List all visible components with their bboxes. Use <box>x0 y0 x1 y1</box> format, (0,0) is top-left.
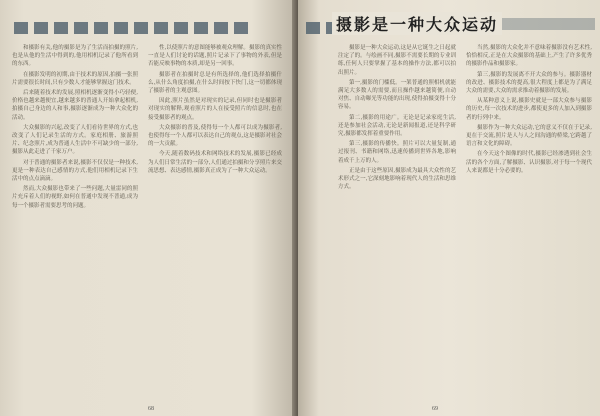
paragraph: 在今天这个图像的时代,摄影已经渗透到社会生活的各个方面,了解摄影、认识摄影,对于每一个现代人来说都是十分必要的。 <box>466 151 592 174</box>
paragraph: 后来随着技术的发展,照相机逐渐变得小巧轻便,价格也越来越便宜,越来越多的普通人开始拿起相机,拍摄自己身边的人和事,摄影逐渐成为一种大众化的活动。 <box>12 90 138 121</box>
paragraph: 大众摄影的兴起,改变了人们看待世界的方式,也改变了人们记录生活的方式。家庭相册、旅游照片、纪念照片,成为普通人生活中不可缺少的一部分,摄影从此走进了千家万户。 <box>12 124 138 156</box>
left-column-2 <box>148 44 282 394</box>
paragraph: 大众摄影的普及,使得每一个人都可以成为摄影者,也使得每一个人都可以表达自己的观点,这是摄影对社会的一大贡献。 <box>148 124 282 148</box>
left-column-1 <box>12 44 138 394</box>
page-number-left: 68 <box>148 406 154 412</box>
paragraph: 今天,随着数码技术和网络技术的发展,摄影已经成为人们日常生活的一部分,人们通过拍摄和分享照片来交流思想、表达感情,摄影真正成为了一种大众运动。 <box>148 151 282 174</box>
left-page <box>0 0 296 416</box>
right-page <box>298 0 600 416</box>
article-title: 摄影是一种大众运动 <box>332 12 502 35</box>
paragraph: 因此,照片虽然是对现实的记录,但同时也是摄影者对现实的解释,观看照片的人在接受照片的信息时,也在接受摄影者的观点。 <box>148 98 282 121</box>
paragraph: 和摄影有关,他的摄影是为了生活而拍摄的照片,也是从他的生活中得到的,他用相机记录了他所看到的东西。 <box>12 45 138 68</box>
paragraph: 当然,摄影的大众化并不意味着摄影没有艺术性,恰恰相反,正是在大众摄影的基础上,产生了许多优秀的摄影作品和摄影家。 <box>466 45 592 68</box>
paragraph: 第三,摄影的传播快。照片可以大量复制,通过报刊、书籍和网络,迅速传播到世界各地,影响着成千上万的人。 <box>338 141 456 164</box>
paragraph: 摄影作为一种大众运动,它的意义不仅在于记录,更在于交流,照片是人与人之间沟通的桥梁,它跨越了语言和文化的障碍。 <box>466 124 592 148</box>
paragraph: 摄影是一种大众运动,这是从它诞生之日起就注定了的。与绘画不同,摄影不需要长期的专业训练,任何人只要掌握了基本的操作方法,都可以拍出照片。 <box>338 45 456 76</box>
paragraph: 从某种意义上说,摄影史就是一部大众参与摄影的历史,每一次技术的进步,都使更多的人加入到摄影者的行列中来。 <box>466 98 592 121</box>
paragraph: 性,以使照片的意图能够被观众理解。摄影的真实性一直是人们讨论的话题,照片记录下了事物的外表,但是否能反映事物的本质,却是另一回事。 <box>148 45 282 68</box>
paragraph: 第三,摄影的发展离不开大众的参与。摄影器材的改进、摄影技术的提高,很大程度上都是为了满足大众的需要,大众的需求推动着摄影的发展。 <box>466 71 592 95</box>
paragraph: 对于普通的摄影者来说,摄影不仅仅是一种技术,更是一种表达自己感情的方式,他们用相机记录下生活中的点点滴滴。 <box>12 159 138 183</box>
paragraph: 第二,摄影的用途广。无论是记录家庭生活,还是参加社会活动,无论是新闻报道,还是科学研究,摄影都发挥着重要作用。 <box>338 114 456 138</box>
paragraph: 第一,摄影的门槛低。一架普通的照相机就能满足大多数人的需要,而且操作越来越简便,自动对焦、自动曝光等功能的出现,使得拍摄变得十分容易。 <box>338 79 456 111</box>
paragraph: 然而,大众摄影也带来了一些问题,大量雷同的照片充斥着人们的视野,如何在普通中发现不普通,成为每一个摄影者需要思考的问题。 <box>12 186 138 209</box>
paragraph: 正是由于这些原因,摄影成为最具大众性的艺术形式之一,它深刻地影响着现代人的生活和思维方式。 <box>338 167 456 191</box>
decorative-stripe <box>14 22 248 34</box>
page-number-right: 69 <box>432 406 438 412</box>
paragraph: 摄影者在拍摄时总是有所选择的,他们选择拍摄什么,从什么角度拍摄,在什么时间按下快门,这一切都体现了摄影者的主观意图。 <box>148 71 282 95</box>
paragraph: 在摄影发明的初期,由于技术的原因,拍摄一张照片需要很长时间,只有少数人才能够掌握这门技术。 <box>12 71 138 86</box>
right-column-1 <box>338 44 456 394</box>
right-column-2 <box>466 44 592 394</box>
